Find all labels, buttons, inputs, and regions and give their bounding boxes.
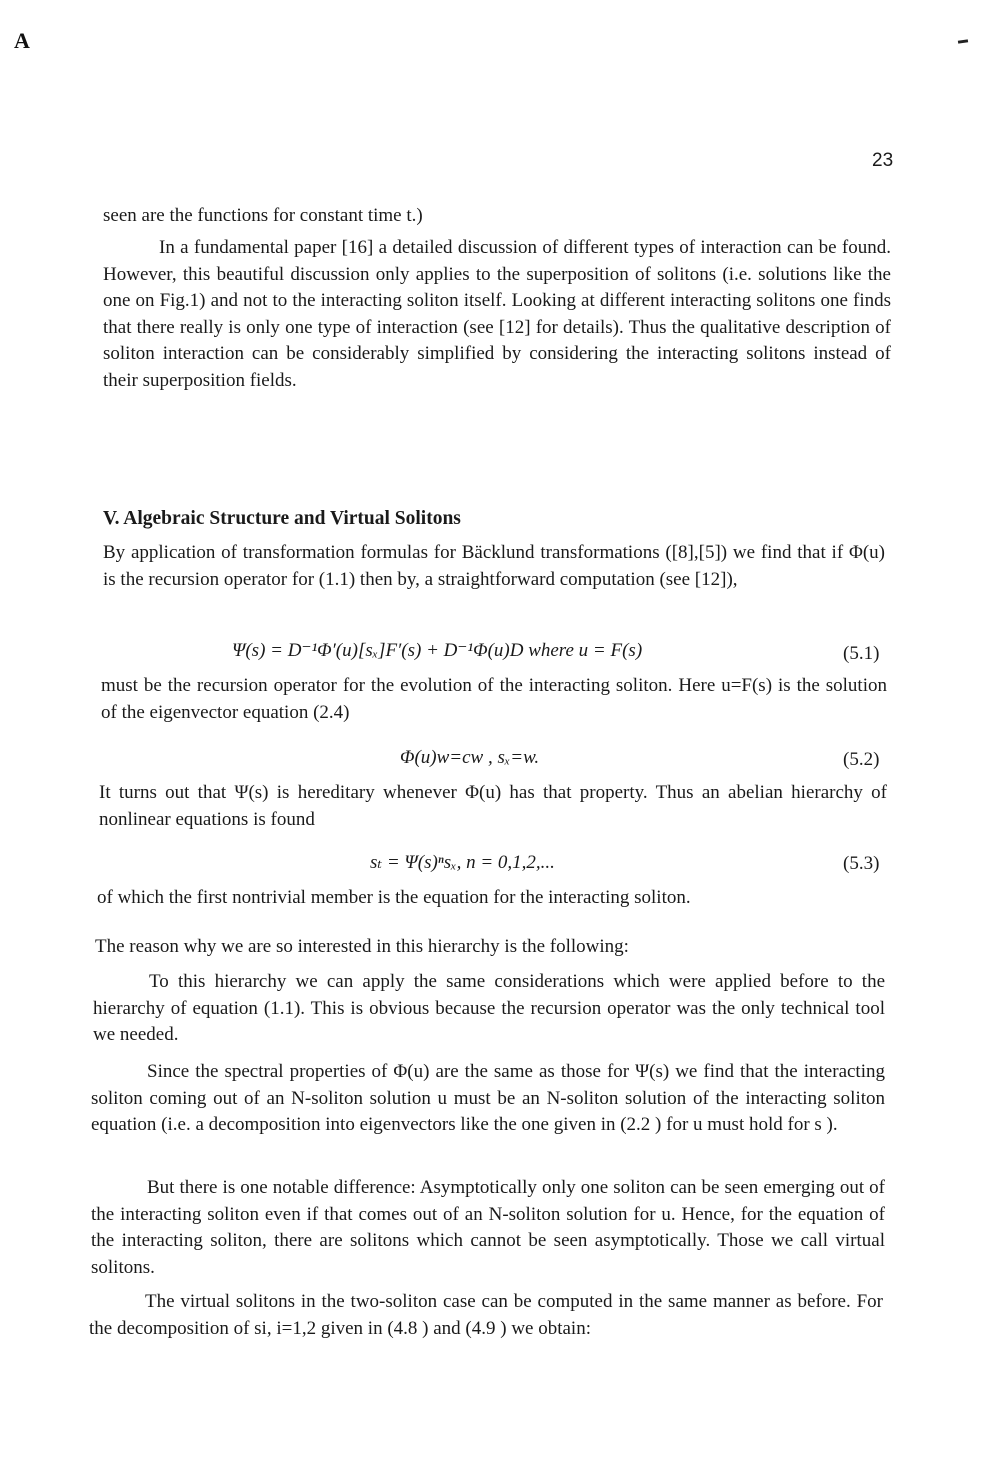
paragraph-6 [95, 934, 885, 961]
paragraph-10-text: The virtual solitons in the two-soliton case can be computed in the same manner as before. For the decomposition of si, i=1,2 given in (4.8 ) and (4.9 ) we obtain: [89, 1291, 883, 1339]
equation-5-3-number: (5.3) [843, 853, 880, 874]
paragraph-9 [91, 1175, 885, 1281]
paragraph-8-text: Since the spectral properties of Φ(u) are the same as those for Ψ(s) we find that the interacting soliton coming out of an N-soliton solution u must be an N-soliton solution of the interacting soliton equation (i.e. a decomposition into eigenvectors like the one given in (2.2 ) for u must hold for s ). [91, 1061, 885, 1135]
page-number: 23 [872, 150, 894, 171]
paragraph-4 [99, 780, 887, 833]
section-heading: V. Algebraic Structure and Virtual Solitons [103, 508, 461, 529]
paragraph-0-text: seen are the functions for constant time t.) [103, 205, 423, 226]
equation-5-3: sₜ = Ψ(s)ⁿsₓ, n = 0,1,2,... [370, 852, 555, 873]
paragraph-10 [89, 1289, 883, 1342]
equation-5-1-number: (5.1) [843, 643, 880, 664]
paragraph-3 [101, 673, 887, 726]
paragraph-3-text: must be the recursion operator for the evolution of the interacting soliton. Here u=F(s) is the solution of the eigenvector equation (2.4) [101, 675, 887, 723]
paragraph-2-text: By application of transformation formulas for Bäcklund transformations ([8],[5]) we find that if Φ(u) is the recursion operator for (1.1) then by, a straightforward computation (see [12]), [103, 542, 885, 590]
equation-5-2-number: (5.2) [843, 749, 880, 770]
paragraph-9-text: But there is one notable difference: Asymptotically only one soliton can be seen emerging out of the interacting soliton even if that comes out of an N-soliton solution for u. Hence, for the equation of the interacting soliton, there are solitons which cannot be seen asymptotically. Those we call virtual solitons. [91, 1177, 885, 1278]
equation-5-1: Ψ(s) = D⁻¹Φ′(u)[sₓ]F′(s) + D⁻¹Φ(u)D where u = F(s) [232, 640, 643, 661]
equation-5-2: Φ(u)w=cw , sₓ=w. [400, 747, 540, 768]
paragraph-1-text: In a fundamental paper [16] a detailed discussion of different types of interaction can be found. However, this beautiful discussion only applies to the superposition of solitons (i.e. solutions like the one on Fig.1) and not to the interacting soliton itself. Looking at different interacting solitons one finds that there really is only one type of interaction (see [12] for details). Thus the qualitative description of soliton interaction can be considerably simplified by considering the interacting solitons instead of their superposition fields. [103, 237, 891, 391]
scan-corner-mark-right [958, 39, 968, 43]
paragraph-1 [103, 235, 891, 394]
scan-corner-mark-left: A [14, 28, 30, 53]
paragraph-8 [91, 1059, 885, 1139]
paragraph-7-text: To this hierarchy we can apply the same considerations which were applied before to the hierarchy of equation (1.1). This is obvious because the recursion operator was the only technical tool we needed. [93, 971, 885, 1045]
paragraph-4-text: It turns out that Ψ(s) is hereditary whenever Φ(u) has that property. Thus an abelian hierarchy of nonlinear equations is found [99, 782, 887, 830]
paragraph-5-text: of which the first nontrivial member is the equation for the interacting soliton. [97, 887, 691, 908]
paragraph-2 [103, 540, 885, 593]
paragraph-5 [97, 885, 887, 912]
paragraph-7 [93, 969, 885, 1049]
paragraph-6-text: The reason why we are so interested in this hierarchy is the following: [95, 936, 629, 957]
paragraph-0 [103, 203, 885, 230]
